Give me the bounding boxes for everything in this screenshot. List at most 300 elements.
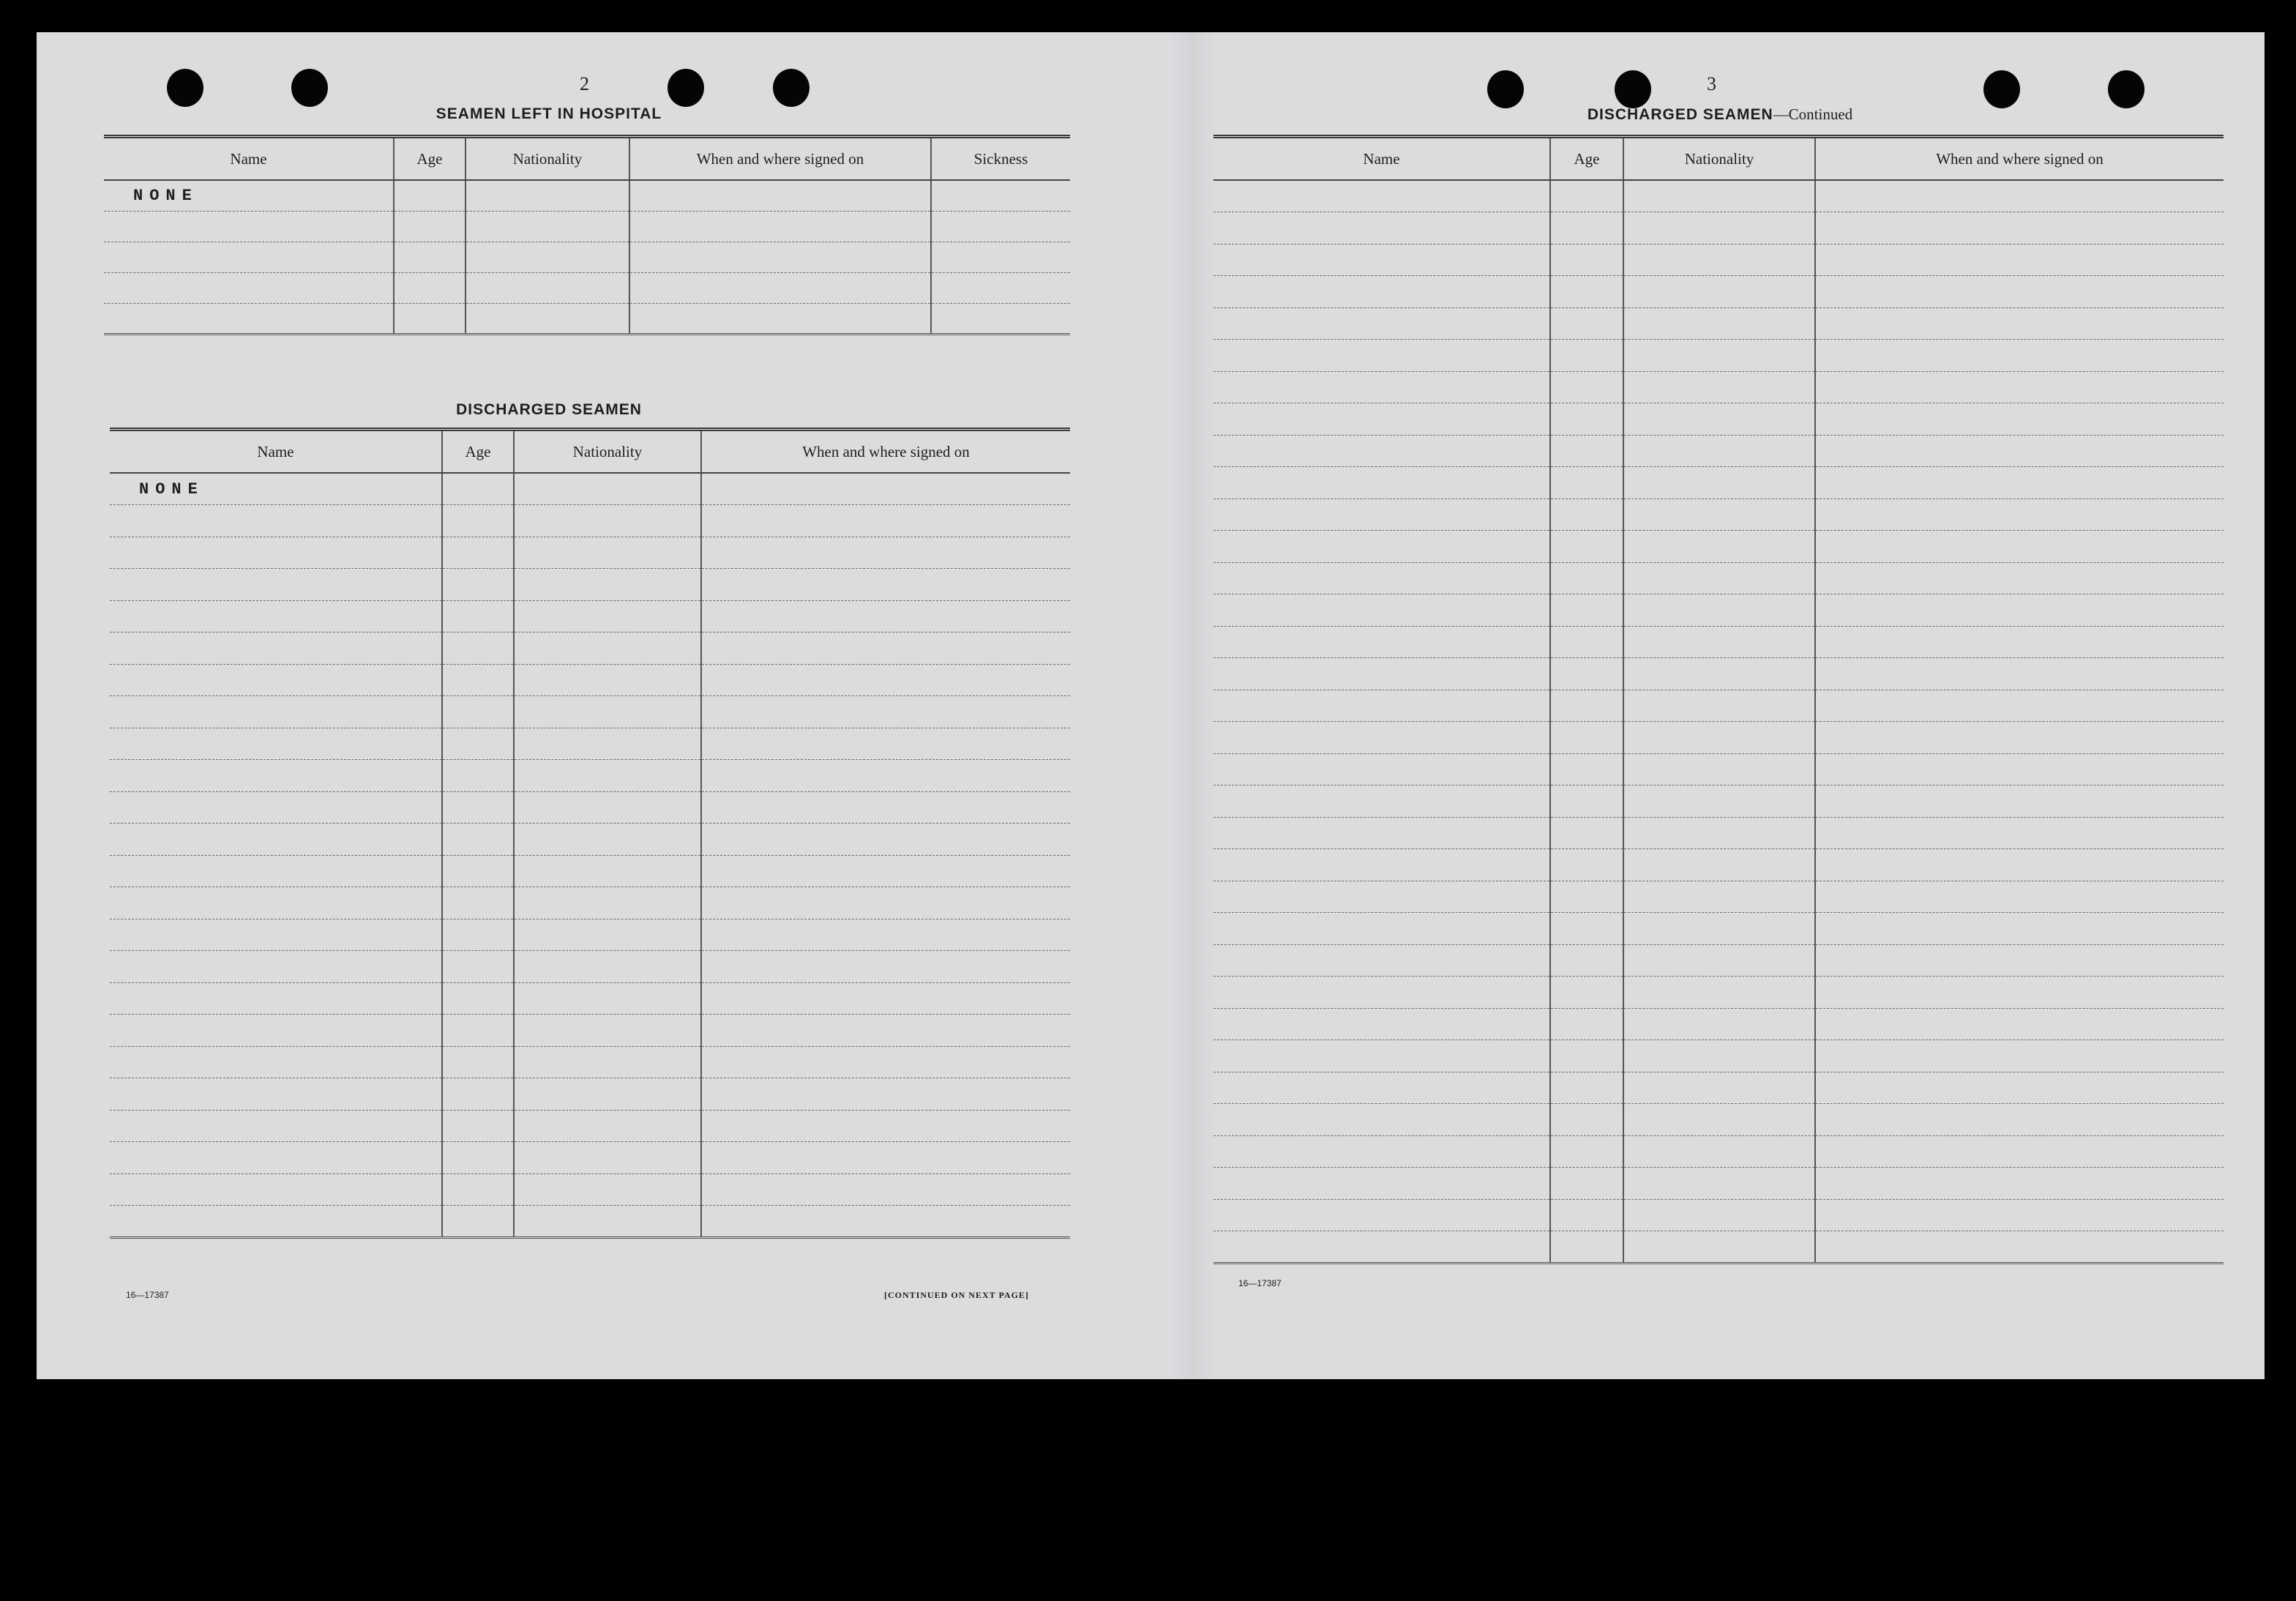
form-sheet (37, 32, 2265, 1379)
table-cell (394, 272, 465, 303)
table-cell (1550, 531, 1623, 563)
table-cell (1214, 1104, 1550, 1136)
table-cell (701, 824, 1070, 856)
table-cell (442, 824, 514, 856)
table-row (110, 1173, 1070, 1206)
table-cell (442, 951, 514, 983)
column-header: Name (1214, 137, 1550, 181)
table-cell (110, 537, 442, 569)
discharged-continued-title-main: DISCHARGED SEAMEN (1587, 106, 1773, 123)
table-cell: NONE (104, 180, 394, 211)
table-cell (1214, 913, 1550, 945)
table-row (1214, 594, 2224, 627)
table-cell (514, 1078, 701, 1111)
table-row (110, 982, 1070, 1015)
punch-hole (2108, 70, 2144, 108)
table-cell (1623, 849, 1815, 881)
table-cell (1623, 531, 1815, 563)
table-cell (514, 728, 701, 760)
table-cell (442, 982, 514, 1015)
table-cell (442, 1142, 514, 1174)
table-cell (442, 1046, 514, 1078)
table-cell (1550, 212, 1623, 245)
table-cell (1550, 435, 1623, 467)
table-row (104, 272, 1070, 303)
table-cell (1815, 499, 2224, 531)
table-cell (1214, 1040, 1550, 1072)
table-cell (629, 242, 931, 272)
table-cell (1815, 658, 2224, 690)
table-cell (1623, 340, 1815, 372)
table-cell (1815, 467, 2224, 499)
punch-hole (1983, 70, 2020, 108)
table-cell (1623, 944, 1815, 977)
table-row (110, 919, 1070, 951)
table-cell (1550, 849, 1623, 881)
table-cell (701, 951, 1070, 983)
table-cell (1815, 307, 2224, 340)
table-cell (1214, 658, 1550, 690)
table-cell (104, 211, 394, 242)
column-header: When and where signed on (701, 430, 1070, 474)
table-cell (110, 1110, 442, 1142)
table-row (110, 1046, 1070, 1078)
table-cell (1550, 467, 1623, 499)
table-row (1214, 1008, 2224, 1040)
table-cell (110, 505, 442, 537)
continued-note: [CONTINUED ON NEXT PAGE] (884, 1290, 1029, 1300)
discharged-table (110, 428, 1070, 1239)
table-row (1214, 944, 2224, 977)
table-cell (442, 855, 514, 887)
table-cell (1623, 785, 1815, 818)
page-number-right: 3 (1707, 73, 1716, 94)
table-cell (1815, 562, 2224, 594)
table-cell (701, 632, 1070, 665)
table-cell (1550, 1199, 1623, 1231)
table-row (1214, 913, 2224, 945)
table-cell (1550, 817, 1623, 849)
table-cell (110, 887, 442, 919)
table-cell (1623, 1072, 1815, 1104)
table-cell (1623, 435, 1815, 467)
table-row (1214, 1135, 2224, 1168)
table-cell (1214, 944, 1550, 977)
table-cell (1623, 626, 1815, 658)
table-cell (104, 303, 394, 334)
table-cell (1623, 753, 1815, 785)
column-header: Name (110, 430, 442, 474)
table-cell (1550, 785, 1623, 818)
table-cell (1214, 785, 1550, 818)
table-cell (514, 600, 701, 632)
table-row (1214, 658, 2224, 690)
table-cell (629, 303, 931, 334)
table-cell (1214, 531, 1550, 563)
column-header: Nationality (514, 430, 701, 474)
table-cell (110, 728, 442, 760)
table-cell (701, 1173, 1070, 1206)
table-cell (701, 473, 1070, 505)
table-cell (701, 569, 1070, 601)
table-cell (110, 1206, 442, 1238)
table-cell (1815, 1104, 2224, 1136)
table-cell (465, 303, 629, 334)
table-cell (514, 887, 701, 919)
column-header: When and where signed on (629, 137, 931, 181)
table-cell (394, 180, 465, 211)
table-cell (514, 982, 701, 1015)
table-cell (110, 664, 442, 696)
table-cell (394, 242, 465, 272)
table-cell (514, 1110, 701, 1142)
discharged-continued-table (1214, 135, 2224, 1264)
table-row (1214, 785, 2224, 818)
table-cell (1623, 1040, 1815, 1072)
table-cell (1214, 753, 1550, 785)
table-cell (1815, 1135, 2224, 1168)
table-cell (1214, 1072, 1550, 1104)
table-cell (1815, 1072, 2224, 1104)
table-row (1214, 1072, 2224, 1104)
table-cell (1550, 913, 1623, 945)
table-cell (110, 1078, 442, 1111)
table-cell (110, 982, 442, 1015)
table-row (110, 1206, 1070, 1238)
table-cell (1623, 276, 1815, 308)
table-cell (514, 505, 701, 537)
table-row (110, 951, 1070, 983)
table-cell (514, 473, 701, 505)
table-cell (514, 760, 701, 792)
table-row (104, 180, 1070, 211)
column-header: Nationality (1623, 137, 1815, 181)
table-cell (514, 664, 701, 696)
table-cell (1623, 913, 1815, 945)
table-row (1214, 212, 2224, 245)
column-header: Age (394, 137, 465, 181)
table-cell (1623, 403, 1815, 436)
table-cell (442, 632, 514, 665)
table-cell (394, 211, 465, 242)
table-cell (1214, 1008, 1550, 1040)
table-cell (1550, 499, 1623, 531)
table-row (110, 824, 1070, 856)
table-row (1214, 371, 2224, 403)
table-row (1214, 1168, 2224, 1200)
table-cell (931, 180, 1070, 211)
column-header: Nationality (465, 137, 629, 181)
table-cell (1815, 722, 2224, 754)
table-cell (1623, 1104, 1815, 1136)
table-row (1214, 307, 2224, 340)
table-row (1214, 817, 2224, 849)
table-cell (1623, 722, 1815, 754)
table-cell (1214, 849, 1550, 881)
table-cell (1550, 180, 1623, 212)
table-row (104, 303, 1070, 334)
table-cell (1623, 1231, 1815, 1264)
table-row (110, 473, 1070, 505)
table-cell (1815, 1199, 2224, 1231)
table-cell (1214, 562, 1550, 594)
table-cell (442, 600, 514, 632)
table-cell (465, 211, 629, 242)
table-cell (1815, 913, 2224, 945)
table-row (110, 696, 1070, 728)
table-cell (1623, 1008, 1815, 1040)
table-cell (110, 1015, 442, 1047)
table-cell (1214, 244, 1550, 276)
table-cell (514, 696, 701, 728)
table-cell (701, 1206, 1070, 1238)
table-cell (442, 919, 514, 951)
table-cell (1214, 435, 1550, 467)
table-cell (1623, 307, 1815, 340)
table-row (1214, 626, 2224, 658)
table-cell (1214, 1168, 1550, 1200)
column-header: When and where signed on (1815, 137, 2224, 181)
table-cell (1623, 1135, 1815, 1168)
table-cell (1815, 944, 2224, 977)
table-cell (1550, 403, 1623, 436)
table-cell (514, 537, 701, 569)
table-cell (931, 242, 1070, 272)
table-cell (1214, 626, 1550, 658)
table-row (1214, 499, 2224, 531)
table-cell (442, 1015, 514, 1047)
table-row (1214, 722, 2224, 754)
column-header: Name (104, 137, 394, 181)
table-cell (1815, 785, 2224, 818)
table-cell (1623, 658, 1815, 690)
table-cell (1815, 180, 2224, 212)
table-row (104, 242, 1070, 272)
table-cell (1214, 212, 1550, 245)
table-cell (442, 505, 514, 537)
table-cell (1214, 403, 1550, 436)
table-cell (514, 855, 701, 887)
table-cell (110, 951, 442, 983)
table-row (1214, 276, 2224, 308)
table-cell (514, 791, 701, 824)
page-number-left: 2 (580, 73, 589, 94)
table-row (110, 600, 1070, 632)
table-cell (1815, 753, 2224, 785)
table-cell (465, 180, 629, 211)
table-cell (931, 211, 1070, 242)
table-row (110, 569, 1070, 601)
table-cell (701, 1046, 1070, 1078)
table-cell (701, 982, 1070, 1015)
table-cell (1214, 499, 1550, 531)
table-cell (1214, 977, 1550, 1009)
table-cell (701, 1015, 1070, 1047)
table-cell (110, 1173, 442, 1206)
table-cell (514, 632, 701, 665)
table-cell (701, 664, 1070, 696)
table-cell (442, 728, 514, 760)
punch-hole (1615, 70, 1651, 108)
table-row (1214, 244, 2224, 276)
table-cell (1815, 435, 2224, 467)
table-cell (629, 272, 931, 303)
table-row (1214, 753, 2224, 785)
table-cell (1550, 626, 1623, 658)
table-cell (1623, 817, 1815, 849)
table-cell (110, 632, 442, 665)
table-cell (1815, 1008, 2224, 1040)
table-cell (701, 855, 1070, 887)
table-cell (1623, 212, 1815, 245)
table-cell (394, 303, 465, 334)
table-row (1214, 1199, 2224, 1231)
table-cell (701, 1142, 1070, 1174)
table-cell (1550, 307, 1623, 340)
table-cell (701, 887, 1070, 919)
form-number-left: 16—17387 (126, 1290, 169, 1300)
table-row (110, 505, 1070, 537)
table-cell (514, 919, 701, 951)
table-cell (1815, 340, 2224, 372)
table-row (1214, 403, 2224, 436)
table-cell (701, 728, 1070, 760)
table-row (1214, 435, 2224, 467)
table-cell (442, 791, 514, 824)
table-cell (442, 569, 514, 601)
table-cell (442, 696, 514, 728)
table-cell (629, 180, 931, 211)
table-row (110, 1110, 1070, 1142)
table-cell (514, 1173, 701, 1206)
discharged-continued-title (1515, 105, 1925, 124)
table-cell (931, 303, 1070, 334)
table-cell (1214, 690, 1550, 722)
table-cell (514, 1142, 701, 1174)
table-cell (1550, 753, 1623, 785)
table-cell (1815, 212, 2224, 245)
table-cell (110, 600, 442, 632)
table-cell (1815, 1231, 2224, 1264)
table-cell (1550, 977, 1623, 1009)
column-header: Sickness (931, 137, 1070, 181)
table-cell (110, 919, 442, 951)
table-cell (1550, 594, 1623, 627)
table-cell (514, 951, 701, 983)
table-cell (1214, 180, 1550, 212)
table-cell (1623, 881, 1815, 913)
table-cell (1214, 276, 1550, 308)
table-row (110, 855, 1070, 887)
table-row (1214, 531, 2224, 563)
table-cell (701, 600, 1070, 632)
table-cell (514, 569, 701, 601)
table-cell (514, 1046, 701, 1078)
table-cell (1815, 244, 2224, 276)
table-cell (1214, 307, 1550, 340)
table-cell (1550, 244, 1623, 276)
table-cell (104, 242, 394, 272)
table-cell (1815, 531, 2224, 563)
table-cell (1623, 977, 1815, 1009)
table-row (1214, 1040, 2224, 1072)
table-row (1214, 340, 2224, 372)
table-row (1214, 180, 2224, 212)
table-cell (1214, 467, 1550, 499)
table-cell (701, 760, 1070, 792)
table-row (1214, 562, 2224, 594)
table-cell (442, 537, 514, 569)
table-row (110, 1078, 1070, 1111)
table-row (1214, 849, 2224, 881)
table-cell (1550, 1104, 1623, 1136)
table-cell (1815, 276, 2224, 308)
table-row (110, 760, 1070, 792)
table-row (110, 664, 1070, 696)
table-cell (701, 791, 1070, 824)
table-cell (701, 505, 1070, 537)
punch-hole (668, 69, 704, 107)
table-cell (1815, 849, 2224, 881)
table-cell (1550, 276, 1623, 308)
table-cell (442, 1078, 514, 1111)
table-cell (104, 272, 394, 303)
table-row (110, 791, 1070, 824)
table-cell (701, 919, 1070, 951)
hospital-section-title: SEAMEN LEFT IN HOSPITAL (435, 105, 662, 122)
table-cell (1815, 403, 2224, 436)
table-cell (514, 1015, 701, 1047)
discharged-continued-title-suffix: —Continued (1773, 105, 1853, 123)
table-cell (1550, 690, 1623, 722)
table-row (1214, 690, 2224, 722)
table-cell (1623, 690, 1815, 722)
table-cell (110, 791, 442, 824)
table-row (1214, 977, 2224, 1009)
table-cell (1550, 881, 1623, 913)
table-cell (1550, 562, 1623, 594)
table-row (1214, 881, 2224, 913)
table-cell (1550, 722, 1623, 754)
table-cell (1214, 722, 1550, 754)
table-cell (1214, 1231, 1550, 1264)
table-cell (701, 696, 1070, 728)
table-cell (1550, 371, 1623, 403)
table-cell (442, 1206, 514, 1238)
table-cell (110, 1046, 442, 1078)
table-cell (1623, 244, 1815, 276)
hospital-table (104, 135, 1070, 335)
table-cell (514, 824, 701, 856)
table-cell (1815, 1040, 2224, 1072)
table-cell (1623, 1199, 1815, 1231)
table-cell (110, 569, 442, 601)
table-row (110, 632, 1070, 665)
table-cell (1550, 1008, 1623, 1040)
table-cell (1815, 977, 2224, 1009)
table-cell: NONE (110, 473, 442, 505)
discharged-section-title: DISCHARGED SEAMEN (456, 401, 642, 418)
table-cell (701, 1078, 1070, 1111)
table-row (110, 1142, 1070, 1174)
table-cell (110, 696, 442, 728)
table-cell (1815, 817, 2224, 849)
punch-hole (773, 69, 809, 107)
punch-hole (291, 69, 328, 107)
table-cell (1550, 1040, 1623, 1072)
table-cell (465, 272, 629, 303)
table-cell (1550, 1231, 1623, 1264)
